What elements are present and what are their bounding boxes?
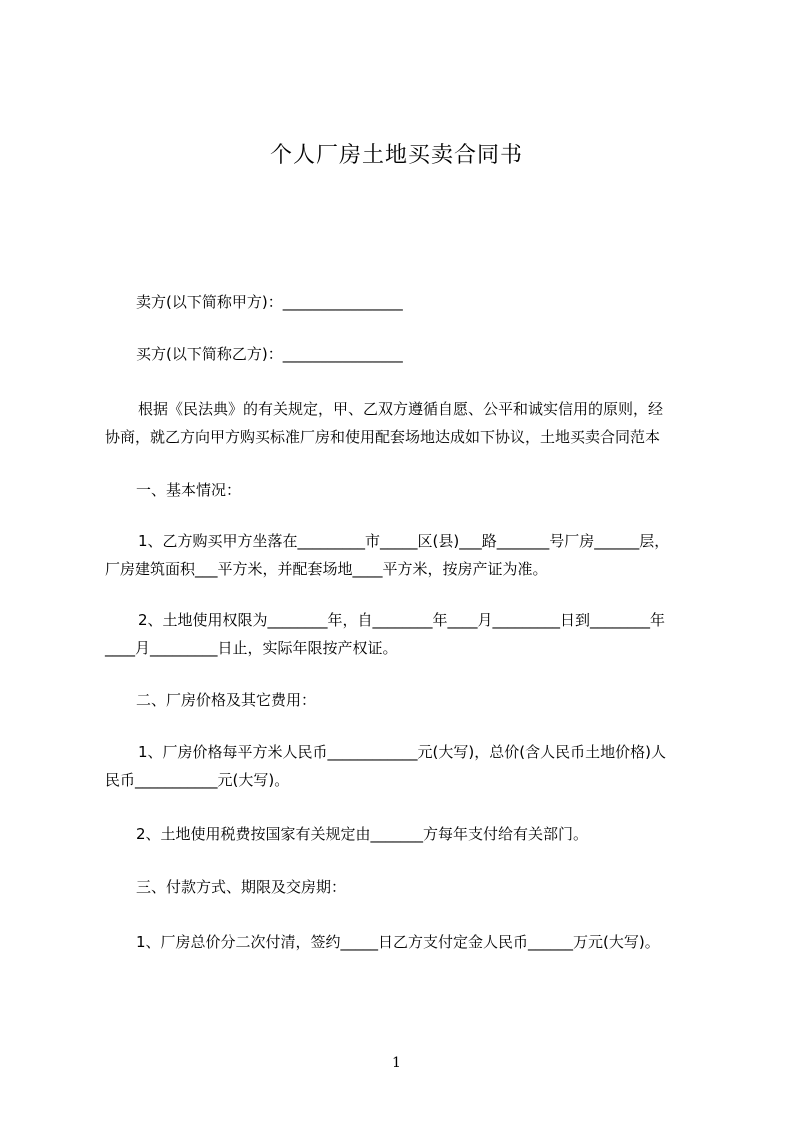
section1-item1 bbox=[105, 527, 705, 583]
section1-heading: 一、基本情况： bbox=[136, 481, 242, 499]
section1-item2-line-1: 2、土地使用权限为________年，自________年____月_________日到________年 bbox=[138, 611, 666, 629]
section2-item1-line-2: 民币___________元(大写)。 bbox=[105, 771, 290, 789]
intro-paragraph bbox=[105, 395, 705, 451]
section2-item1 bbox=[105, 738, 705, 794]
section1-item1-line-2: 厂房建筑面积___平方米，并配套场地____平方米，按房产证为准。 bbox=[105, 560, 548, 578]
section3-item1: 1、厂房总价分二次付清，签约_____日乙方支付定金人民币______万元(大写)。 bbox=[136, 933, 660, 951]
intro-line-1: 根据《民法典》的有关规定，甲、乙双方遵循自愿、公平和诚实信用的原则，经 bbox=[138, 400, 664, 418]
section2-item2: 2、土地使用税费按国家有关规定由_______方每年支付给有关部门。 bbox=[136, 825, 589, 843]
section1-item1-line-1: 1、乙方购买甲方坐落在_________市_____区(县)___路_______号厂房______层， bbox=[138, 532, 670, 550]
section2-heading: 二、厂房价格及其它费用： bbox=[136, 691, 317, 709]
section2-item1-line-1: 1、厂房价格每平方米人民币____________元(大写)，总价(含人民币土地价格)人 bbox=[138, 743, 666, 761]
page-number: 1 bbox=[392, 1055, 401, 1071]
seller-line: 卖方(以下简称甲方)：________________ bbox=[136, 293, 403, 311]
section1-item2 bbox=[105, 606, 705, 662]
section3-heading: 三、付款方式、期限及交房期： bbox=[136, 878, 347, 896]
document-title: 个人厂房土地买卖合同书 bbox=[269, 143, 523, 168]
section1-item2-line-2: ____月_________日止，实际年限按产权证。 bbox=[105, 639, 398, 657]
intro-line-2: 协商，就乙方向甲方购买标准厂房和使用配套场地达成如下协议，土地买卖合同范本 bbox=[105, 428, 661, 446]
buyer-line: 买方(以下简称乙方)：________________ bbox=[136, 345, 403, 363]
